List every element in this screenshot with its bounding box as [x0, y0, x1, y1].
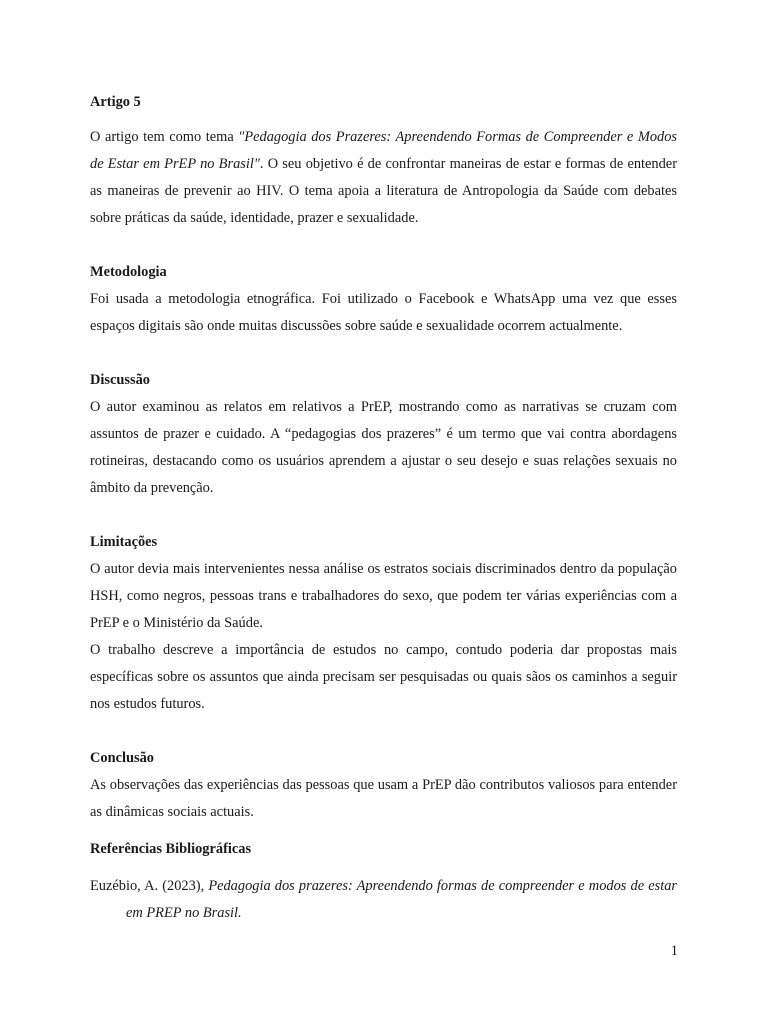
- intro-article-title: "Pedagogia dos Prazeres: Apreendendo Formas de Compreender e Modos de Estar em PrEP no Brasil": [90, 129, 678, 172]
- references-heading: Referências Bibliográficas: [90, 841, 252, 857]
- intro-prefix: O artigo tem como tema: [90, 129, 239, 145]
- section-heading-conclusao: Conclusão: [90, 750, 154, 766]
- document-page: [90, 89, 677, 927]
- intro-paragraph: [90, 124, 677, 232]
- limitacoes-paragraph-1: O autor devia mais intervenientes nessa análise os estratos sociais discriminados dentro da população HSH, como negros, pessoas trans e trabalhadores do sexo, que podem ter várias experiências com a PrEP e o Ministério da Saúde.: [90, 561, 677, 631]
- reference-entry: [90, 873, 677, 927]
- page-number: 1: [670, 943, 678, 959]
- intro-suffix: . O seu objetivo é de confrontar maneiras de estar e formas de entender as maneiras de prevenir ao HIV. O tema apoia a literatura de Antropologia da Saúde com debates sobre práticas da saúde, identidade, prazer e sexualidade.: [90, 156, 677, 226]
- section-heading-discussao: Discussão: [90, 372, 150, 388]
- metodologia-paragraph: Foi usada a metodologia etnográfica. Foi utilizado o Facebook e WhatsApp uma vez que esses espaços digitais são onde muitas discussões sobre saúde e sexualidade ocorrem actualmente.: [90, 291, 677, 334]
- conclusao-paragraph: As observações das experiências das pessoas que usam a PrEP dão contributos valiosos para entender as dinâmicas sociais actuais.: [90, 777, 677, 820]
- section-heading-limitacoes: Limitações: [90, 534, 158, 550]
- document-title: Artigo 5: [90, 94, 141, 110]
- reference-title: Pedagogia dos prazeres: Apreendendo formas de compreender e modos de estar em PREP no Brasil.: [126, 878, 678, 921]
- limitacoes-paragraph-2: O trabalho descreve a importância de estudos no campo, contudo poderia dar propostas mais específicas sobre os assuntos que ainda precisam ser pesquisadas ou quais sãos os caminhos a seguir nos estudos futuros.: [90, 642, 677, 712]
- section-heading-metodologia: Metodologia: [90, 264, 167, 280]
- discussao-paragraph: O autor examinou as relatos em relativos a PrEP, mostrando como as narrativas se cruzam com assuntos de prazer e cuidado. A “pedagogias dos prazeres” é um termo que vai contra abordagens rotineiras, destacando como os usuários aprendem a ajustar o seu desejo e suas relações sexuais no âmbito da prevenção.: [90, 399, 677, 496]
- reference-author-year: Euzébio, A. (2023),: [90, 878, 209, 894]
